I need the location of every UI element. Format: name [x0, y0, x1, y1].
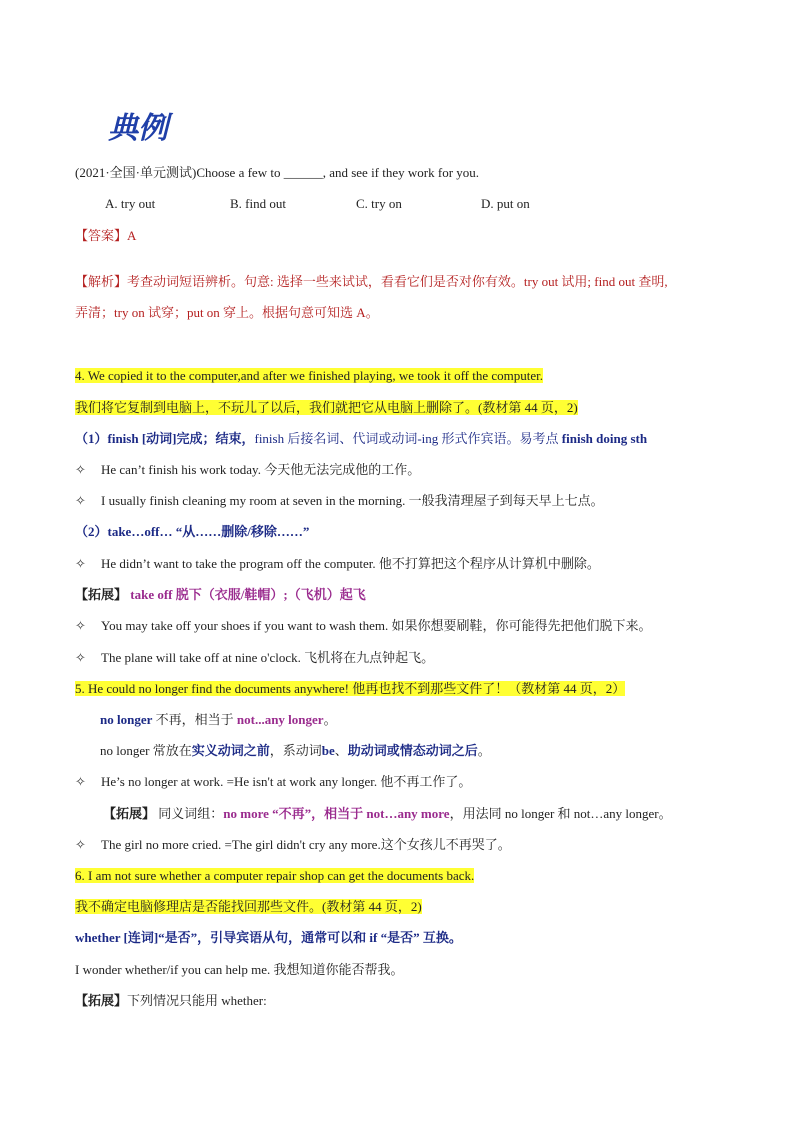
s4-example3: ✧ He didn’t want to take the program off the computer. 他不打算把这个程序从计算机中删除。: [75, 556, 600, 572]
example-logo: [108, 108, 180, 146]
s6-extension: 【拓展】下列情况只能用 whether:: [75, 993, 267, 1008]
bullet-icon: ✧: [75, 775, 86, 790]
option-c: C. try on: [356, 196, 402, 211]
s6-sentence-en: 6. I am not sure whether a computer repair shop can get the documents back.: [75, 868, 475, 883]
s4-point1: （1）finish [动词]完成；结束，finish 后接名词、代词或动词-ing 形式作宾语。易考点 finish doing sth: [75, 431, 648, 446]
s4-extension: 【拓展】 take off 脱下（衣服/鞋帽）;（飞机）起飞: [75, 587, 366, 602]
option-b: B. find out: [230, 196, 286, 211]
bullet-icon: ✧: [75, 619, 86, 634]
s5-example1: ✧ He’s no longer at work. =He isn't at work any longer. 他不再工作了。: [75, 774, 472, 790]
option-a: A. try out: [105, 196, 156, 211]
s4-example4: ✧ You may take off your shoes if you want to wash them. 如果你想要刷鞋，你可能得先把他们脱下来。: [75, 618, 652, 634]
example-question: (2021·全国·单元测试)Choose a few to ______, and see if they work for you.: [75, 165, 480, 180]
s4-example2: ✧ I usually finish cleaning my room at seven in the morning. 一般我清理屋子到每天早上七点。: [75, 493, 604, 509]
s4-sentence-zh: 我们将它复制到电脑上，不玩儿了以后，我们就把它从电脑上删除了。(教材第 44 页，2): [75, 400, 578, 415]
s6-sentence-zh: 我不确定电脑修理店是否能找回那些文件。(教材第 44 页，2): [75, 899, 422, 914]
s6-point1: whether [连词]“是否”，引导宾语从句，通常可以和 if “是否” 互换。: [75, 930, 462, 945]
example-analysis-line2: 弄清；try on 试穿；put on 穿上。根据句意可知选 A。: [75, 305, 379, 320]
bullet-icon: ✧: [75, 557, 86, 572]
s5-line2: no longer 常放在实义动词之前，系动词be、助动词或情态动词之后。: [100, 743, 491, 758]
s5-sentence: 5. He could no longer find the documents anywhere! 他再也找不到那些文件了！（教材第 44 页，2）: [75, 681, 626, 696]
s6-example1: I wonder whether/if you can help me. 我想知道你能否帮我。: [75, 962, 404, 977]
s4-point2: （2）take…off… “从……删除/移除……”: [75, 524, 310, 539]
s5-line1: no longer 不再，相当于 not...any longer。: [100, 712, 337, 727]
s4-sentence-en: 4. We copied it to the computer,and after we finished playing, we took it off the computer.: [75, 368, 543, 383]
s5-example2: ✧ The girl no more cried. =The girl didn't cry any more.这个女孩儿不再哭了。: [75, 837, 511, 853]
bullet-icon: ✧: [75, 651, 86, 666]
bullet-icon: ✧: [75, 494, 86, 509]
bullet-icon: ✧: [75, 838, 86, 853]
s4-example5: ✧ The plane will take off at nine o'clock. 飞机将在九点钟起飞。: [75, 650, 435, 666]
logo-text: 典例: [108, 111, 168, 146]
example-analysis-line1: 【解析】考查动词短语辨析。句意: 选择一些来试试，看看它们是否对你有效。try out 试用; find out 查明,: [75, 274, 668, 289]
option-d: D. put on: [481, 196, 530, 211]
s5-extension: 【拓展】 同义词组：no more “不再”，相当于 not…any more，用法同 no longer 和 not…any longer。: [103, 806, 672, 821]
answer-blank: ______: [283, 165, 323, 180]
bullet-icon: ✧: [75, 463, 86, 478]
s4-example1: ✧ He can’t finish his work today. 今天他无法完成他的工作。: [75, 462, 421, 478]
example-answer: 【答案】A: [75, 228, 137, 243]
